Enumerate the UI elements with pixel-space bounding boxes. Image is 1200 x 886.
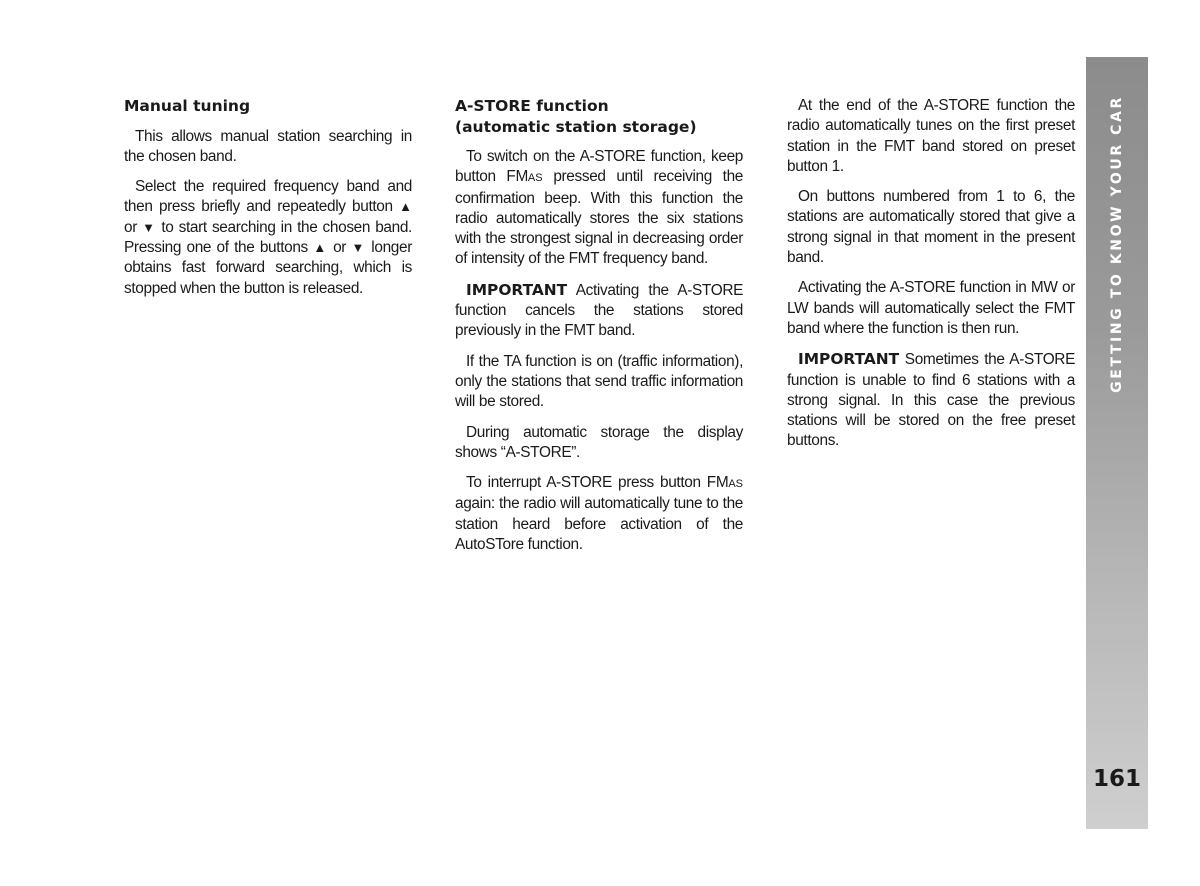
column-a-store-continued xyxy=(787,96,1075,462)
paragraph: Activating the A-STORE function in MW or LW bands will automatically select the FMT band where the function is then run. xyxy=(787,279,1075,337)
heading-a-store-function: A-STORE function (automatic station storage) xyxy=(455,97,697,136)
paragraph: To switch on the A-STORE function, keep button FMAS pressed until receiving the confirmation beep. With this function the radio automatically stores the six stations with the strongest signal in decreasing order of intensity of the FMT frequency band. xyxy=(455,148,743,268)
heading-manual-tuning: Manual tuning xyxy=(124,97,251,115)
up-arrow-icon: ▲ xyxy=(313,239,328,255)
column-manual-tuning xyxy=(124,96,412,309)
important-label: IMPORTANT xyxy=(466,280,568,299)
paragraph: IMPORTANT Activating the A-STORE function cancels the stations stored previously in the FMT band. xyxy=(455,280,743,340)
fm-suffix: AS xyxy=(728,478,743,491)
paragraph: This allows manual station searching in the chosen band. xyxy=(124,127,412,165)
page-number: 161 xyxy=(1092,766,1141,792)
paragraph: To interrupt A-STORE press button FMAS again: the radio will automatically tune to the station heard before activation of the AutoSTore function. xyxy=(455,474,743,554)
paragraph: If the TA function is on (traffic information), only the stations that send traffic information will be stored. xyxy=(455,352,743,411)
paragraph: On buttons numbered from 1 to 6, the stations are automatically stored that give a strong signal in that moment in the present band. xyxy=(787,188,1075,267)
column-a-store-function xyxy=(455,96,743,565)
important-label: IMPORTANT xyxy=(798,350,900,369)
down-arrow-icon: ▼ xyxy=(351,239,366,255)
paragraph: At the end of the A-STORE function the radio automatically tunes on the first preset station in the FMT band stored on preset button 1. xyxy=(787,97,1075,175)
section-title: GETTING TO KNOW YOUR CAR xyxy=(1109,95,1125,393)
paragraph: Select the required frequency band and then press briefly and repeatedly button ▲ or ▼ to start searching in the chosen band. Pressing one of the buttons ▲ or ▼ longer obtains fast forward searching, which is stopped when the button is released. xyxy=(124,178,412,297)
down-arrow-icon: ▼ xyxy=(142,219,157,235)
up-arrow-icon: ▲ xyxy=(399,199,412,215)
paragraph: During automatic storage the display shows “A-STORE”. xyxy=(455,423,743,461)
paragraph: IMPORTANT Sometimes the A-STORE function is unable to find 6 stations with a strong signal. In this case the previous stations will be stored on the free preset buttons. xyxy=(787,350,1075,450)
fm-suffix: AS xyxy=(527,172,543,185)
